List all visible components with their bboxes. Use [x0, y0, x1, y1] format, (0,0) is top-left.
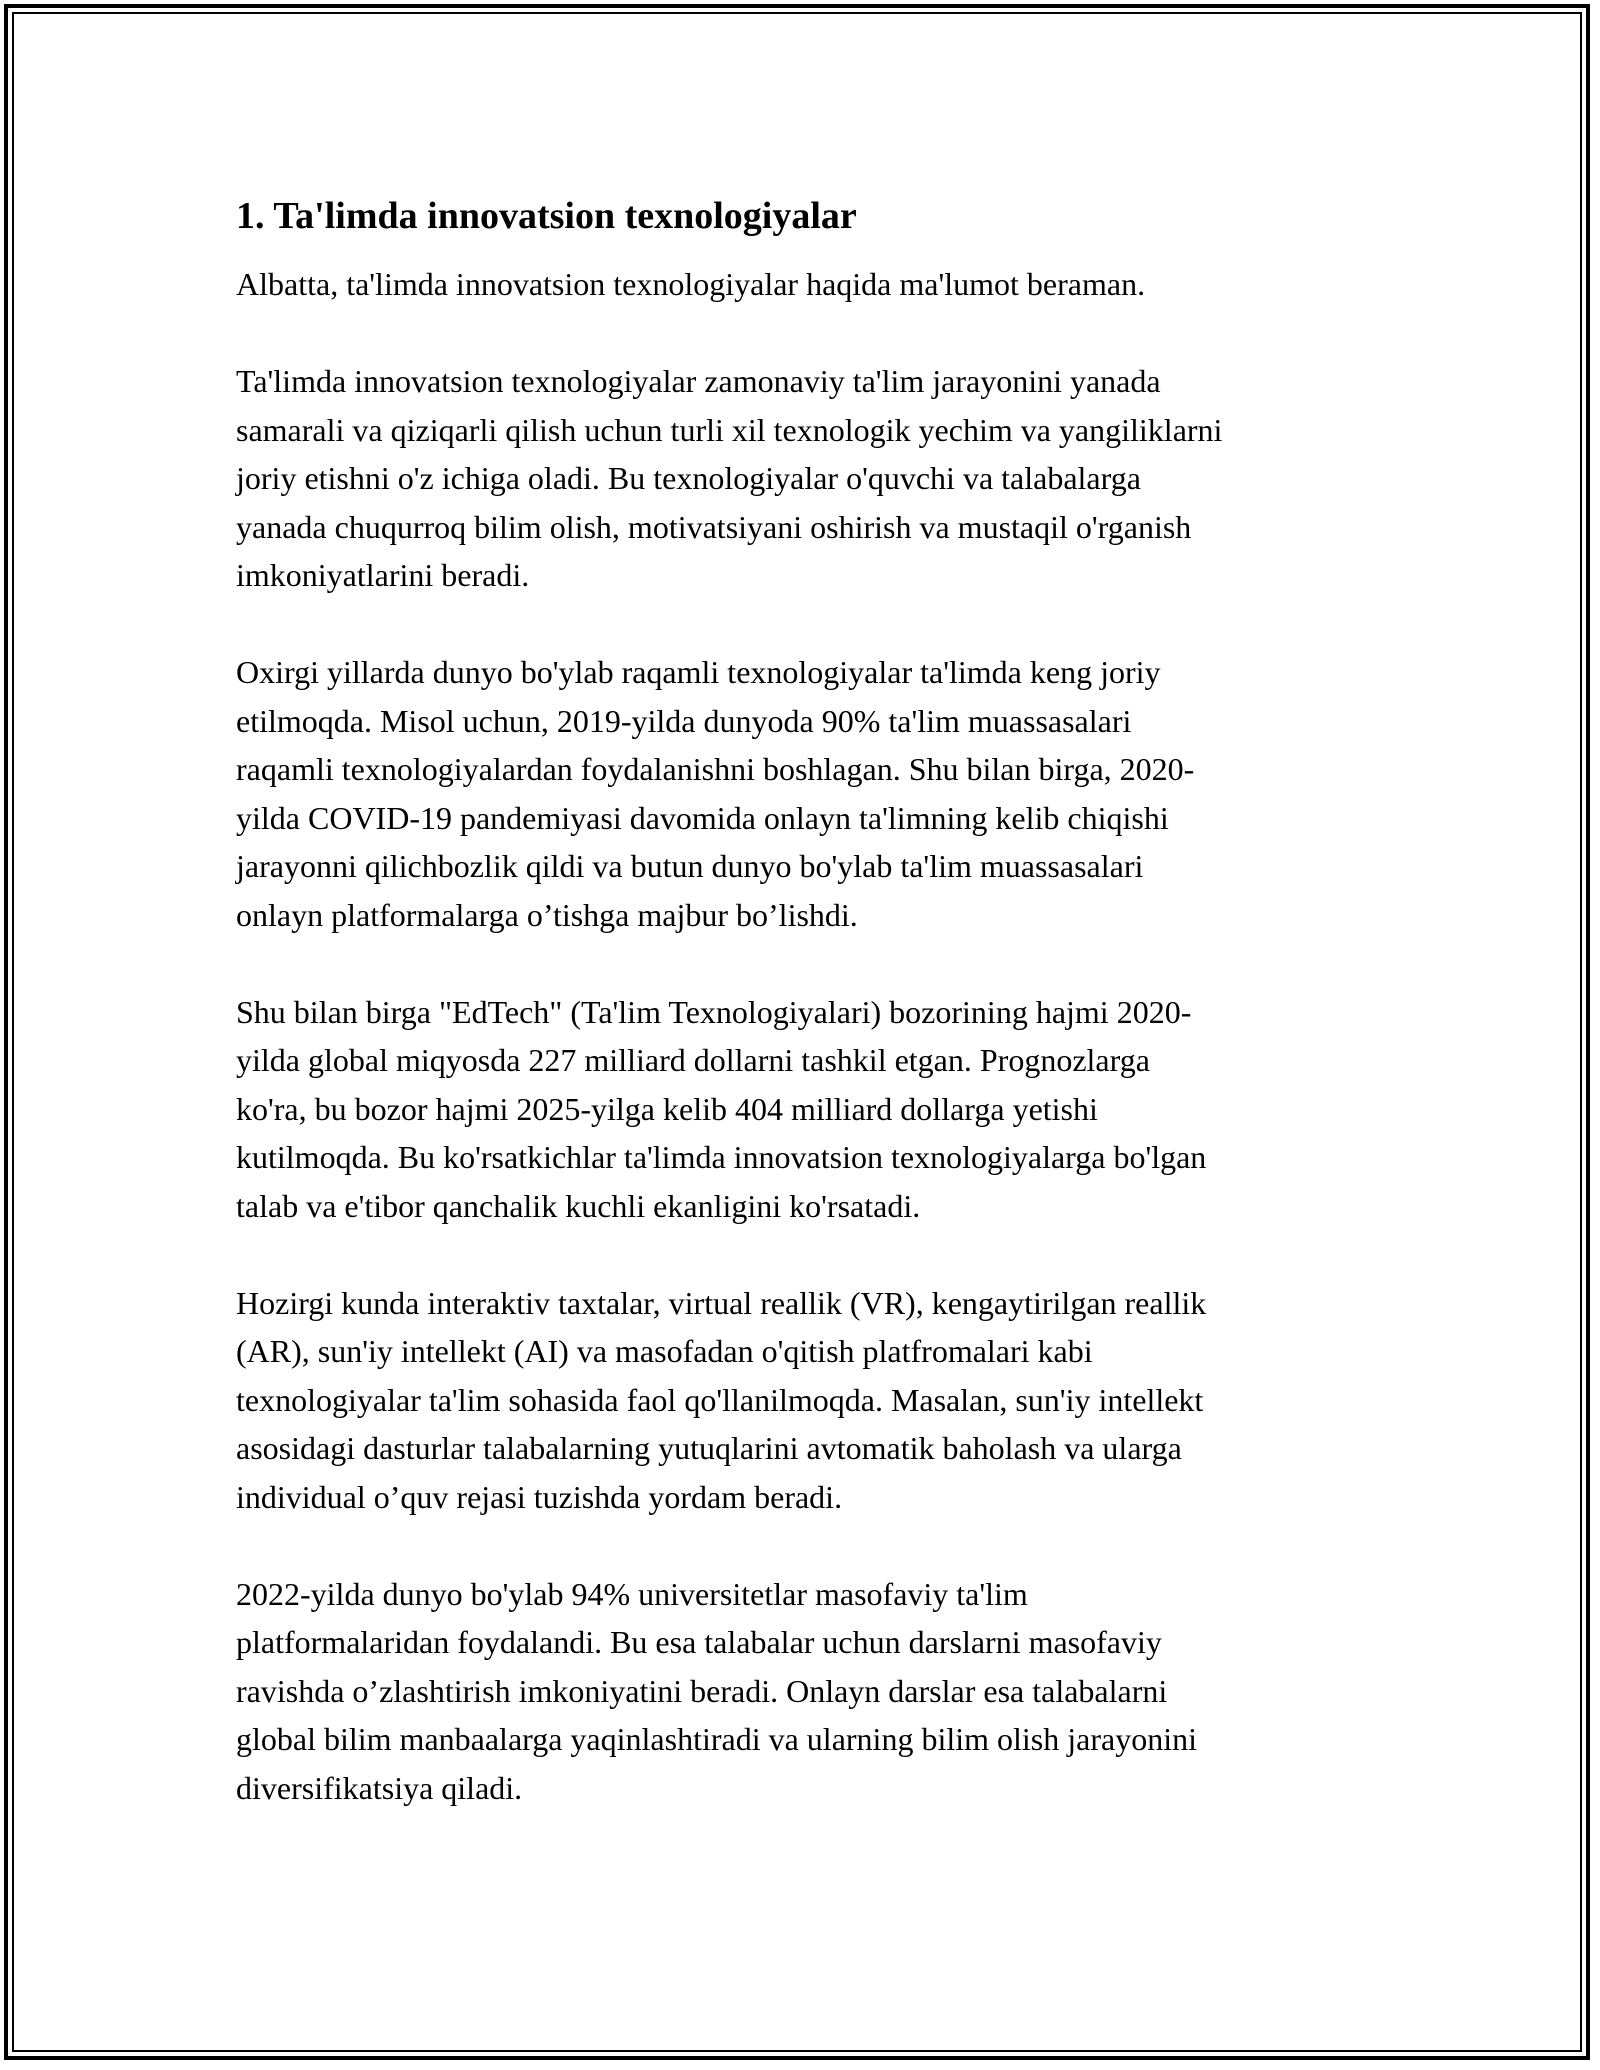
- paragraph-distance-learning: 2022-yilda dunyo bo'ylab 94% universitetlar masofaviy ta'lim platformalaridan foydalandi. Bu esa talabalar uchun darslarni masofaviy ravishda o’zlashtirish imkoniyatini beradi. Onlayn darslar esa talabalarni global bilim manbaalarga yaqinlashtiradi va ularning bilim olish jarayonini diversifikatsiya qiladi.: [236, 1575, 1197, 1806]
- section-heading: 1. Ta'limda innovatsion texnologiyalar: [236, 195, 857, 237]
- paragraph-digital-adoption: Oxirgi yillarda dunyo bo'ylab raqamli texnologiyalar ta'limda keng joriy etilmoqda. Misol uchun, 2019-yilda dunyoda 90% ta'lim muassasalari raqamli texnologiyalardan foydalanishni boshlagan. Shu bilan birga, 2020- yilda COVID-19 pandemiyasi davomida onlayn ta'limning kelib chiqishi jarayonni qilichbozlik qildi va butun dunyo bo'ylab ta'lim muassasalari onlayn platformalarga o’tishga majbur bo’lishdi.: [236, 654, 1195, 933]
- document-body: [236, 188, 1376, 1861]
- paragraph-current-technologies: Hozirgi kunda interaktiv taxtalar, virtual reallik (VR), kengaytirilgan reallik (AR), sun'iy intellekt (AI) va masofadan o'qitish platfromalari kabi texnologiyalar ta'lim sohasida faol qo'llanilmoqda. Masalan, sun'iy intellekt asosidagi dasturlar talabalarning yutuqlarini avtomatik baholash va ularga individual o’quv rejasi tuzishda yordam beradi.: [236, 1284, 1207, 1515]
- paragraph-edtech-market: Shu bilan birga "EdTech" (Ta'lim Texnologiyalari) bozorining hajmi 2020- yilda global miqyosda 227 milliard dollarni tashkil etgan. Prognozlarga ko'ra, bu bozor hajmi 2025-yilga kelib 404 milliard dollarga yetishi kutilmoqda. Bu ko'rsatkichlar ta'limda innovatsion texnologiyalarga bo'lgan talab va e'tibor qanchalik kuchli ekanligini ko'rsatadi.: [236, 993, 1207, 1224]
- paragraph-intro: Albatta, ta'limda innovatsion texnologiyalar haqida ma'lumot beraman.: [236, 266, 1146, 302]
- paragraph-definition: Ta'limda innovatsion texnologiyalar zamonaviy ta'lim jarayonini yanada samarali va qiziqarli qilish uchun turli xil texnologik yechim va yangiliklarni joriy etishni o'z ichiga oladi. Bu texnologiyalar o'quvchi va talabalarga yanada chuqurroq bilim olish, motivatsiyani oshirish va mustaqil o'rganish imkoniyatlarini beradi.: [236, 363, 1223, 593]
